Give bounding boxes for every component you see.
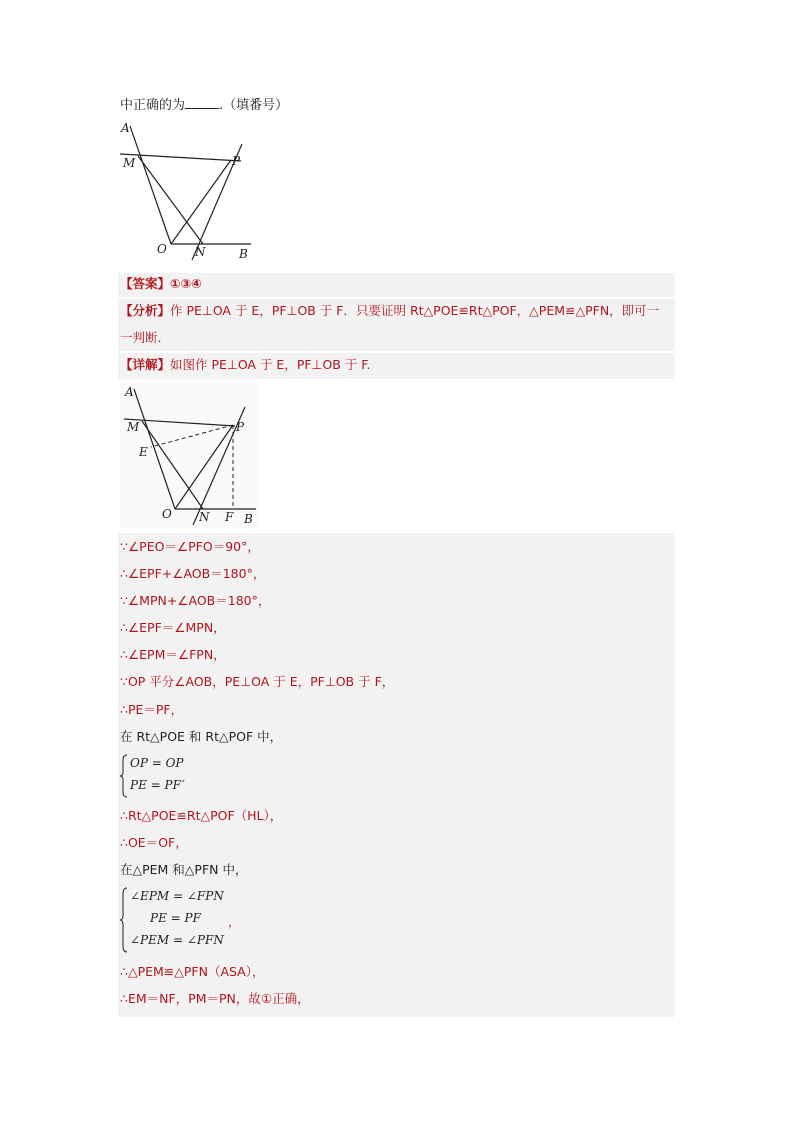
equation-system-2 xyxy=(120,887,280,955)
step-5: ∴∠EPM＝∠FPN， xyxy=(120,647,226,662)
question-line xyxy=(120,96,288,115)
analysis-text-2: 一判断． xyxy=(120,330,171,345)
line-mp xyxy=(120,154,241,161)
label-p: P xyxy=(232,154,241,168)
system1-row2: PE = PF xyxy=(130,778,181,792)
step-1: ∵∠PEO＝∠PFO＝90°， xyxy=(120,539,260,554)
step-3: ∵∠MPN+∠AOB＝180°， xyxy=(120,593,271,608)
label-m: M xyxy=(123,156,136,170)
label-b: B xyxy=(239,247,248,261)
analysis-line-1 xyxy=(120,298,659,324)
analysis-tag: 【分析】 xyxy=(120,303,171,318)
step-10: ∴OE＝OF， xyxy=(120,835,188,850)
step-11: 在△PEM 和△PFN 中， xyxy=(120,862,248,877)
system1-tail: ′ xyxy=(182,778,185,792)
segment-mn-2 xyxy=(142,421,203,509)
answer-tag: 【答案】 xyxy=(120,276,171,291)
system2-row1: ∠EPM = ∠FPN xyxy=(130,889,224,903)
analysis-line-2 xyxy=(120,325,170,351)
step-6: ∵OP 平分∠AOB，PE⊥OA 于 E，PF⊥OB 于 F， xyxy=(120,674,395,689)
analysis-text-1: 作 PE⊥OA 于 E，PF⊥OB 于 F．只要证明 Rt△POE≌Rt△POF，△PEM≌△PFN，即可一 xyxy=(170,303,660,318)
question-prefix: 中正确的为 xyxy=(120,98,186,113)
segment-op xyxy=(171,160,231,244)
step-9: ∴Rt△POE≌Rt△POF（HL）， xyxy=(120,808,283,823)
answer-text: ①③④ xyxy=(170,276,202,291)
detail-tag: 【详解】 xyxy=(120,357,171,372)
figure-1 xyxy=(118,120,258,266)
segment-mn xyxy=(138,156,203,244)
segment-op-2 xyxy=(175,425,233,509)
label-a-2: A xyxy=(125,385,134,399)
label-o: O xyxy=(157,242,167,256)
brace-1 xyxy=(120,754,128,798)
system2-row3: ∠PEM = ∠PFN xyxy=(130,933,224,947)
label-n-2: N xyxy=(199,510,210,524)
label-p-2: P xyxy=(236,420,245,434)
ray-oa xyxy=(130,126,171,244)
line-mp-2 xyxy=(124,419,235,426)
brace-2 xyxy=(120,887,128,953)
question-suffix: .（填番号） xyxy=(219,98,289,113)
system2-tail: ， xyxy=(228,915,241,929)
label-e-2: E xyxy=(139,445,148,459)
label-a: A xyxy=(121,121,130,135)
system2-row2: PE = PF xyxy=(150,911,201,925)
label-o-2: O xyxy=(162,507,172,521)
answer-line xyxy=(120,271,202,297)
detail-text: 如图作 PE⊥OA 于 E，PF⊥OB 于 F. xyxy=(170,357,371,372)
step-12: ∴△PEM≌△PFN（ASA）， xyxy=(120,964,265,979)
step-4: ∴∠EPF＝∠MPN， xyxy=(120,620,226,635)
equation-system-1 xyxy=(120,754,240,800)
step-8: 在 Rt△POE 和 Rt△POF 中， xyxy=(120,729,283,744)
step-7: ∴PE＝PF， xyxy=(120,702,184,717)
answer-blank xyxy=(185,96,219,109)
label-b-2: B xyxy=(244,512,253,526)
detail-line xyxy=(120,352,370,378)
system1-row1: OP = OP xyxy=(130,756,184,770)
step-13: ∴EM＝NF，PM＝PN，故①正确， xyxy=(120,991,310,1006)
label-n: N xyxy=(195,245,206,259)
step-2: ∴∠EPF+∠AOB＝180°， xyxy=(120,566,266,581)
figure-2 xyxy=(120,383,258,528)
label-m-2: M xyxy=(127,420,140,434)
label-f-2: F xyxy=(225,510,234,524)
